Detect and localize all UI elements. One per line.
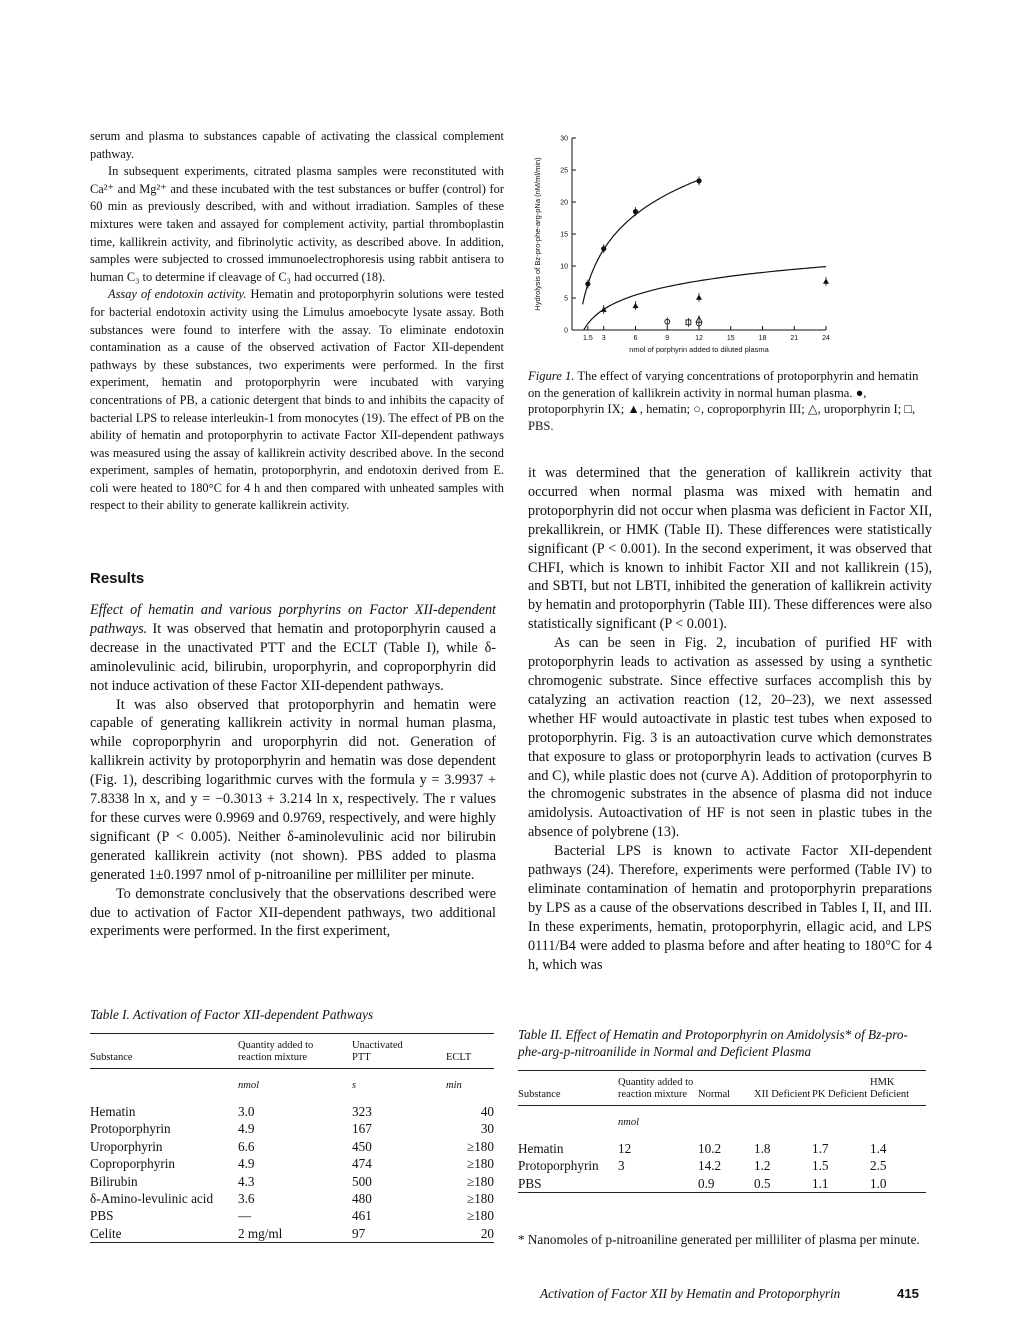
paragraph <box>90 601 496 696</box>
table-2-grid <box>518 1070 926 1193</box>
paragraph-text: Hematin and protoporphyrin solutions were tested for bacterial endotoxin activity using the Limulus amoebocyte lysate assay. Both substances were found to interfere with the assay. To eliminate endotoxin contamination as a cause of the observed activation of Factor XII-dependent pathways by these substances, two experiments were performed. In the first experiment, hematin and protoporphyrin were incubated with varying concentrations of PB, a cationic detergent that binds to and inhibits the capacity of bacterial LPS to release interleukin-1 from monocytes (19). The effect of PB on the ability of hematin and protoporphyrin to activate Factor XII-dependent pathways was measured using the assay of kallikrein activity described above. In the second experiment, samples of hematin, protoporphyrin, and endotoxin derived from E. coli were heated to 180°C for 4 h and then compared with unheated samples with respect to their ability to generate kallikrein activity. <box>90 287 504 513</box>
table-cell: ≥180 <box>466 1191 494 1207</box>
table-cell: 30 <box>480 1121 494 1137</box>
table-unit: nmol <box>618 1117 639 1128</box>
table-cell: Celite <box>90 1225 122 1241</box>
paragraph: serum and plasma to substances capable of activating the classical complement pathway. <box>90 129 504 161</box>
paragraph: To demonstrate conclusively that the observations described were due to activation of Factor XII-dependent pathways, two additional experiments were performed. In the first experiment, <box>90 885 496 940</box>
table-cell: 0.5 <box>754 1175 771 1191</box>
table-unit <box>698 1106 754 1141</box>
x-tick-label: 15 <box>726 335 735 342</box>
x-tick-label: 24 <box>822 335 830 342</box>
figure-caption-text: The effect of varying concentrations of protoporphyrin and hematin on the generation of kallikrein activity in normal human plasma. ●, protoporphyrin IX; ▲, hematin; ○, coproporphyrin III; △, uroporphyrin I; □, PBS. <box>528 369 919 433</box>
table-header: Normal <box>698 1089 731 1100</box>
table-cell: 14.2 <box>698 1158 722 1174</box>
y-tick-label: 5 <box>564 295 568 303</box>
section-heading-results: Results <box>90 570 145 587</box>
table-cell: 474 <box>352 1156 372 1172</box>
table-cell: 3 <box>618 1158 625 1174</box>
table-cell: Bilirubin <box>90 1173 138 1189</box>
table-cell: δ-Amino-levulinic acid <box>90 1191 214 1207</box>
table-cell: 4.3 <box>238 1173 255 1189</box>
table-cell: ≥180 <box>466 1208 494 1224</box>
table-cell: 97 <box>352 1225 366 1241</box>
table-row <box>90 1225 494 1243</box>
table-cell: 1.7 <box>812 1141 829 1156</box>
table-title: Table I. Activation of Factor XII-dependent Pathways <box>90 1007 374 1022</box>
figure-1-chart <box>528 128 948 364</box>
table-header: XII Deficient <box>754 1089 811 1100</box>
table-row <box>90 1103 494 1120</box>
table-row <box>90 1173 494 1190</box>
table-cell: 3.0 <box>238 1104 255 1119</box>
right-column-body <box>528 464 932 974</box>
y-tick-label: 0 <box>564 327 568 335</box>
y-tick-label: 15 <box>560 231 568 239</box>
table-header: Substance <box>90 1052 133 1063</box>
table-cell: 323 <box>352 1104 372 1119</box>
left-column-methods <box>90 128 504 515</box>
table-cell: 1.1 <box>812 1175 829 1191</box>
table-cell: 10.2 <box>698 1141 722 1156</box>
table-cell: PBS <box>518 1175 542 1191</box>
table-cell: 1.2 <box>754 1158 771 1174</box>
subsection-heading: Effect of hematin and various porphyrins on Factor XII-dependent pathways. <box>90 602 496 637</box>
paragraph: Bacterial LPS is known to activate Factor XII-dependent pathways (24). Therefore, experiments were performed (Table IV) to eliminate contamination of hematin and protoporphyrin preparations by LPS as a cause of the observations described in Tables I, II, and III. In these experiments, hematin, protoporphyrin, ellagic acid, and LPS 0111/B4 were added to plasma before and after heating to 180°C for 4 h, which was <box>528 843 932 973</box>
x-tick-label: 1.5 <box>583 335 593 342</box>
x-axis-label: nmol of porphyrin added to diluted plasma <box>629 345 769 354</box>
table-cell: 500 <box>352 1173 372 1189</box>
table-header: PK Deficient <box>812 1089 868 1100</box>
table-unit: s <box>352 1080 357 1091</box>
table-unit: min <box>446 1080 462 1091</box>
y-tick-label: 20 <box>560 199 568 207</box>
table-cell <box>618 1175 698 1193</box>
paragraph-text: It was observed that hematin and protoporphyrin caused a decrease in the unactivated PTT and the ECLT (Table I), while δ-aminolevulinic acid, bilirubin, uroporphyrin, and coproporphyrin did not induce activation of these Factor XII-dependent pathways. <box>90 620 496 694</box>
x-tick-label: 18 <box>758 335 767 342</box>
figure-1 <box>528 128 948 364</box>
table-header: Quantity added to reaction mixture <box>618 1077 694 1100</box>
table-2 <box>518 1026 926 1193</box>
table-cell: Hematin <box>518 1141 564 1156</box>
table-cell: 167 <box>352 1121 372 1137</box>
table-cell: 1.4 <box>870 1141 887 1156</box>
table-unit: nmol <box>238 1080 259 1091</box>
table-row <box>90 1120 494 1137</box>
table-cell: 450 <box>352 1138 372 1154</box>
table-cell: ≥180 <box>466 1138 494 1154</box>
table-row <box>90 1155 494 1172</box>
table-cell: 480 <box>352 1191 372 1207</box>
x-tick-label: 6 <box>633 335 638 342</box>
table-cell: 0.9 <box>698 1175 715 1191</box>
table-cell: 1.5 <box>812 1158 829 1174</box>
page-number: 415 <box>897 1286 920 1301</box>
paragraph: In subsequent experiments, citrated plasma samples were reconstituted with Ca²⁺ and Mg²⁺ and these incubated with the test substances or buffer (control) for 60 min as previously described, with and without irradiation. Samples of these mixtures were taken and assayed for complement activity, partial thromboplastin time, kallikrein activity, and fibrinolytic activity, as described above. In addition, samples were subjected to crossed immunoelectrophoresis using rabbit antisera to human C₃ to determine if cleavage of C₃ had occurred (18). <box>90 164 504 284</box>
hematin-curve <box>584 267 826 330</box>
table-row <box>518 1175 926 1193</box>
y-tick-label: 25 <box>560 167 568 175</box>
table-cell: Protoporphyrin <box>90 1121 171 1137</box>
figure-caption-label: Figure 1. <box>528 369 575 383</box>
table-header: Substance <box>518 1089 561 1100</box>
table-header: ECLT <box>446 1052 472 1063</box>
table-cell: ≥180 <box>466 1173 494 1189</box>
table-header: Quantity added to reaction mixture <box>238 1040 314 1063</box>
table-cell: 12 <box>618 1141 632 1156</box>
table-unit <box>812 1106 870 1141</box>
table-header: Unactivated PTT <box>352 1040 403 1063</box>
running-footer: Activation of Factor XII by Hematin and Protoporphyrin <box>540 1286 841 1301</box>
table-cell: 4.9 <box>238 1156 255 1172</box>
table-row <box>90 1138 494 1155</box>
table-cell: 40 <box>480 1104 494 1119</box>
table-title: Table II. Effect of Hematin and Protoporphyrin on Amidolysis* of Bz-pro-phe-arg-p-nitroanilide in Normal and Deficient Plasma <box>518 1027 908 1059</box>
table-cell: Coproporphyrin <box>90 1156 175 1172</box>
table-unit <box>870 1106 926 1141</box>
figure-caption <box>528 368 932 434</box>
table-cell: 2.5 <box>870 1158 887 1174</box>
paragraph: it was determined that the generation of kallikrein activity that occurred when normal plasma was mixed with hematin and protoporphyrin did not occur when plasma was deficient in Factor XII, prekallikrein, or HMK (Table II). These differences were statistically significant (P < 0.001). In the second experiment, it was observed that CHFI, which is known to inhibit Factor XII and not kallikrein (15), and SBTI, but not LBTI, inhibited the generation of kallikrein activity by hematin and protoporphyrin (Table III). These differences were also statistically significant (P < 0.001). <box>528 465 932 633</box>
table-2-footnote: * Nanomoles of p-nitroaniline generated per milliliter of plasma per minute. <box>518 1232 920 1247</box>
x-tick-label: 9 <box>665 335 670 342</box>
paragraph <box>90 286 504 515</box>
table-cell: ≥180 <box>466 1156 494 1172</box>
table-cell: PBS <box>90 1208 114 1224</box>
table-cell: 1.0 <box>870 1175 887 1191</box>
table-1-grid <box>90 1033 494 1243</box>
table-row <box>518 1157 926 1174</box>
table-unit <box>518 1106 618 1141</box>
x-tick-label: 3 <box>601 335 606 342</box>
table-cell: 2 mg/ml <box>238 1225 283 1241</box>
table-cell: Hematin <box>90 1104 136 1119</box>
x-tick-label: 12 <box>695 335 703 342</box>
table-cell: 6.6 <box>238 1138 255 1154</box>
paragraph: As can be seen in Fig. 2, incubation of purified HF with protoporphyrin leads to activation as assessed by using a synthetic chromogenic substrate. Since effective surfaces accomplish this by catalyzing an activation reaction (12, 20–23), we next assessed whether HF would autoactivate in plastic test tubes when exposed to protoporphyrin. Fig. 3 is an autoactivation curve which demonstrates that exposure to glass or protoporphyrin leads to activation (curves B and C), while plastic does not (curve A). Addition of protoporphyrin to the chromogenic substrates in the absence of plasma did not induce amidolysis. Autoactivation of HF is not seen in plastic tubes in the absence of polybrene (13). <box>528 635 932 841</box>
table-row <box>90 1190 494 1207</box>
table-1 <box>90 1006 494 1243</box>
y-axis-label: Hydrolysis of Bz-pro-phe-arg-pNa (nM/ml/min) <box>533 157 542 311</box>
table-cell: — <box>238 1208 252 1224</box>
table-cell: 1.8 <box>754 1141 771 1156</box>
y-tick-label: 30 <box>560 135 568 143</box>
table-unit <box>754 1106 812 1141</box>
table-cell: Protoporphyrin <box>518 1158 599 1174</box>
table-row <box>518 1140 926 1157</box>
table-cell: Uroporphyrin <box>90 1138 163 1154</box>
table-cell: 3.6 <box>238 1191 255 1207</box>
left-column-results <box>90 601 496 941</box>
table-row <box>90 1207 494 1224</box>
table-cell: 20 <box>480 1225 494 1241</box>
paragraph: It was also observed that protoporphyrin and hematin were capable of generating kallikrein activity in normal human plasma, while coproporphyrin and uroporphyrin did not. Generation of kallikrein activity by protoporphyrin and hematin was dose dependent (Fig. 1), describing logarithmic curves with the formula y = 3.9937 + 7.8338 ln x, and y = −0.3013 + 3.214 ln x, respectively. The r values for these curves were 0.9969 and 0.9769, respectively, and were highly significant (P < 0.005). Neither δ-aminolevulinic acid nor bilirubin generated kallikrein activity (not shown). PBS added to plasma generated 1±0.1997 nmol of p-nitroaniline per milliliter per minute. <box>90 696 496 883</box>
table-cell: 461 <box>352 1208 372 1224</box>
x-tick-label: 21 <box>790 335 799 342</box>
table-header: HMK Deficient <box>870 1077 910 1100</box>
table-cell: 4.9 <box>238 1121 255 1137</box>
y-tick-label: 10 <box>560 263 568 271</box>
table-unit <box>90 1069 238 1104</box>
subsection-heading: Assay of endotoxin activity. <box>108 287 247 302</box>
protoporphyrin-curve <box>583 180 699 305</box>
